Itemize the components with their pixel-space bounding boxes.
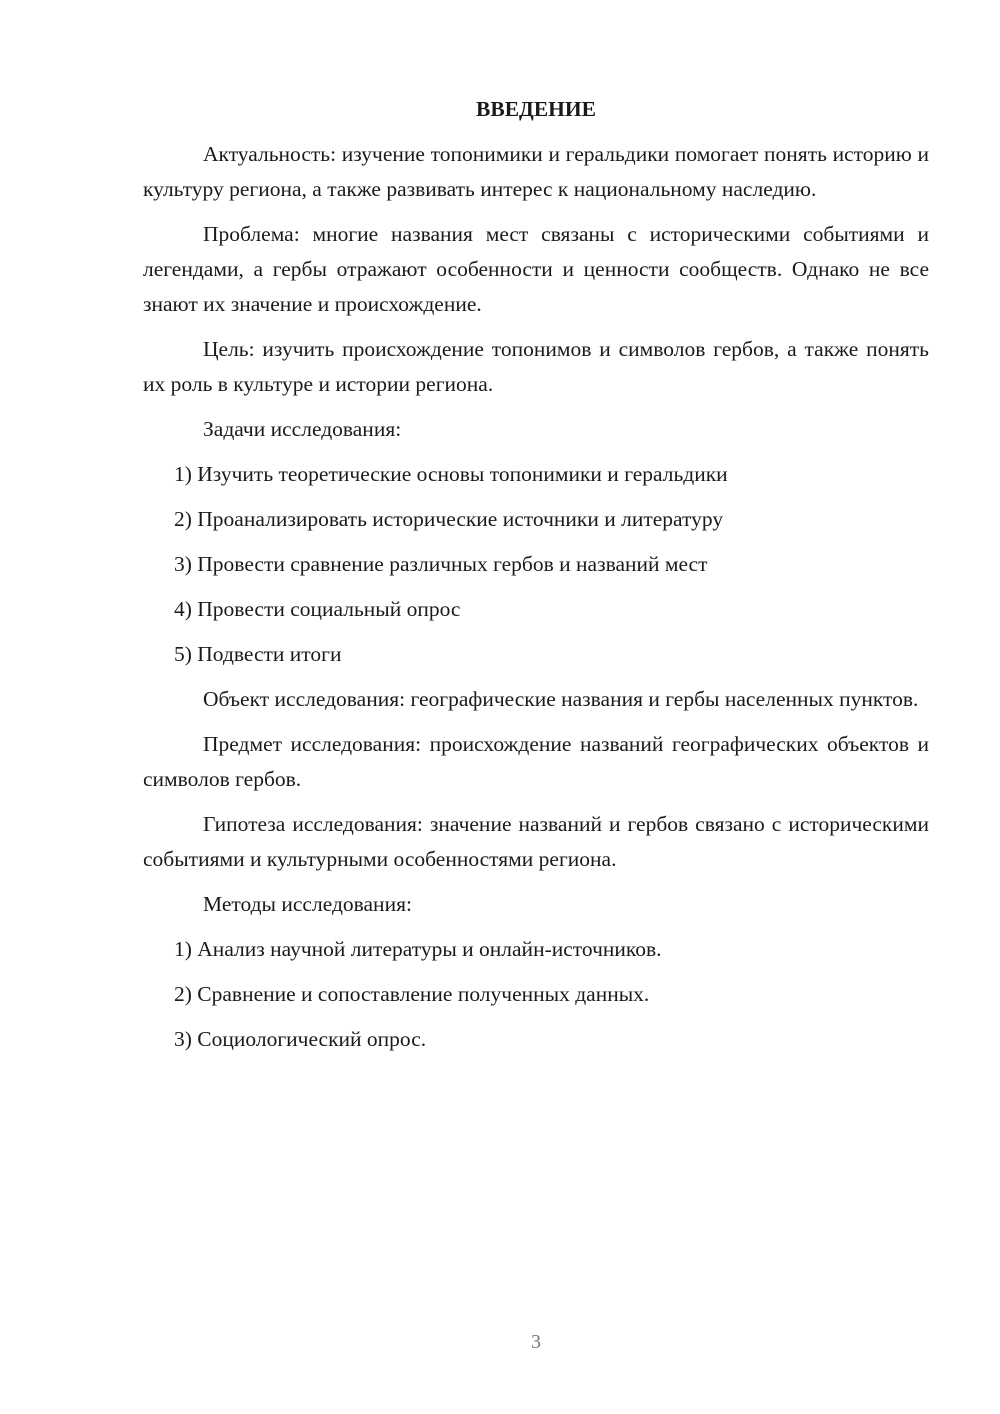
tasks-list — [143, 457, 929, 672]
list-item: 2) Проанализировать исторические источники и литературу — [174, 507, 724, 531]
paragraph-hypothesis: Гипотеза исследования: значение названий и гербов связано с историческими событиями и культурными особенностями региона. — [143, 812, 929, 871]
list-item: 2) Сравнение и сопоставление полученных данных. — [174, 982, 650, 1006]
paragraph-problem: Проблема: многие названия мест связаны с историческими событиями и легендами, а гербы отражают особенности и ценности сообществ. Однако не все знают их значение и происхождение. — [143, 222, 929, 316]
list-item: 3) Провести сравнение различных гербов и названий мест — [174, 552, 708, 576]
methods-title: Методы исследования: — [203, 892, 412, 916]
paragraph-goal: Цель: изучить происхождение топонимов и символов гербов, а также понять их роль в культуре и истории региона. — [143, 337, 929, 396]
document-page — [143, 92, 929, 1067]
paragraph-object: Объект исследования: географические названия и гербы населенных пунктов. — [203, 687, 919, 711]
section-heading: ВВЕДЕНИЕ — [476, 97, 596, 121]
list-item: 3) Социологический опрос. — [174, 1027, 427, 1051]
list-item: 1) Анализ научной литературы и онлайн-источников. — [174, 937, 662, 961]
list-item: 1) Изучить теоретические основы топонимики и геральдики — [174, 462, 728, 486]
list-item: 4) Провести социальный опрос — [174, 597, 461, 621]
paragraph-subject: Предмет исследования: происхождение названий географических объектов и символов гербов. — [143, 732, 929, 791]
tasks-title: Задачи исследования: — [203, 417, 402, 441]
paragraph-relevance: Актуальность: изучение топонимики и геральдики помогает понять историю и культуру региона, а также развивать интерес к национальному наследию. — [143, 142, 929, 201]
page-number: 3 — [531, 1331, 541, 1353]
list-item: 5) Подвести итоги — [174, 642, 342, 666]
methods-list — [143, 932, 929, 1057]
